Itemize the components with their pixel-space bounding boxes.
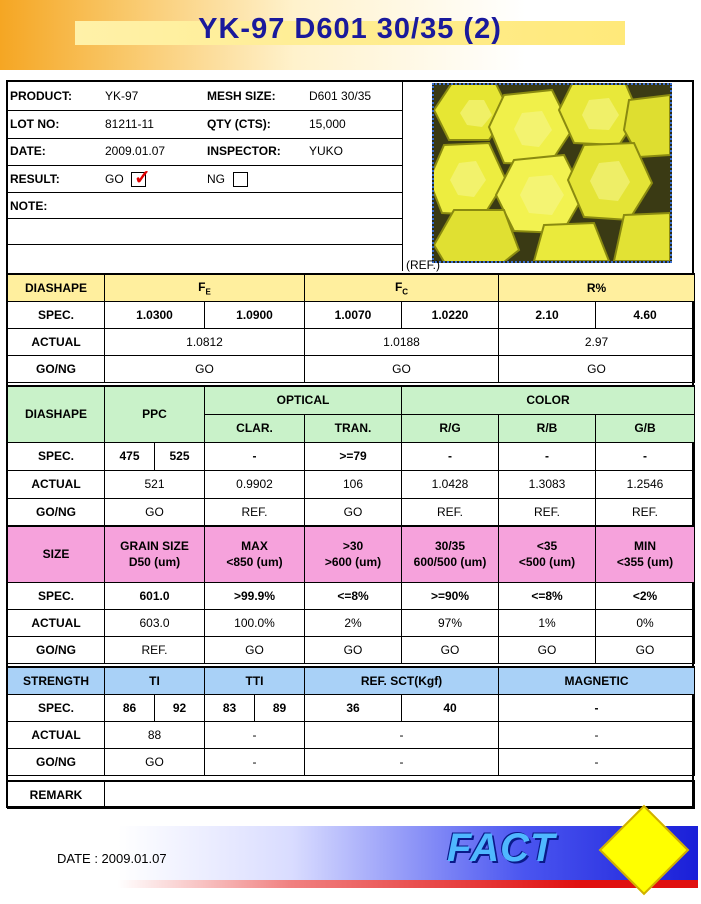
actual-cell: 100.0% [205,609,305,636]
spec-cell: 36 [305,694,402,721]
sct-header: REF. SCT(Kgf) [305,667,499,694]
inspector-value: YUKO [309,144,344,158]
gong-cell: GO [305,636,402,663]
tran-header: TRAN. [305,414,402,442]
spec-cell: 4.60 [596,301,695,328]
photo-caption: (REF.) [406,258,440,272]
row-label: SPEC. [8,442,105,470]
row-label: GO/NG [8,636,105,663]
qty-label: QTY (CTS): [207,117,271,131]
actual-cell: - [205,721,305,748]
gong-cell: GO [105,498,205,525]
spec-cell: <2% [596,582,695,609]
max-header: MAX <850 (um) [205,526,305,582]
page-title: YK-97 D601 30/35 (2) [198,13,502,45]
actual-cell: 0.9902 [205,470,305,498]
grain-size-header: GRAIN SIZE D50 (um) [105,526,205,582]
note-label: NOTE: [10,199,48,213]
remark-table [7,780,695,809]
divider [7,110,403,111]
30-35-header: 30/35 600/500 (um) [402,526,499,582]
spec-cell: 86 [105,694,155,721]
gong-cell: GO [305,498,402,525]
actual-cell: 603.0 [105,609,205,636]
row-label: GO/NG [8,498,105,525]
gong-cell: GO [596,636,695,663]
spec-cell: 2.10 [499,301,596,328]
divider [7,244,403,245]
spec-cell: - [499,694,695,721]
inspector-label: INSPECTOR: [207,144,281,158]
spec-cell: 1.0070 [305,301,402,328]
ppc-header: PPC [105,386,205,442]
remark-value [105,781,695,808]
gong-cell: GO [305,355,499,382]
actual-cell: 106 [305,470,402,498]
actual-cell: 0% [596,609,695,636]
spec-cell: 89 [255,694,305,721]
diashape2-header: DIASHAPE [8,386,105,442]
spec-cell: 83 [205,694,255,721]
gb-header: G/B [596,414,695,442]
mesh-size-label: MESH SIZE: [207,89,276,103]
strength-header: STRENGTH [8,667,105,694]
actual-cell: 1.0812 [105,328,305,355]
actual-cell: - [305,721,499,748]
spec-cell: 525 [155,442,205,470]
row-label: SPEC. [8,582,105,609]
divider [402,82,403,271]
spec-cell: 475 [105,442,155,470]
gong-cell: GO [499,355,695,382]
row-label: ACTUAL [8,609,105,636]
r-header: R% [499,274,695,301]
min-header: MIN <355 (um) [596,526,695,582]
result-label: RESULT: [10,172,60,186]
spec-cell: <=8% [499,582,596,609]
remark-label: REMARK [8,781,105,808]
spec-cell: 1.0300 [105,301,205,328]
crystal-photo [432,83,672,263]
spec-cell: - [596,442,695,470]
fact-logo: FACT [447,826,556,870]
actual-cell: 97% [402,609,499,636]
gong-cell: GO [402,636,499,663]
actual-cell: 521 [105,470,205,498]
gong-cell: GO [105,748,205,775]
rb-header: R/B [499,414,596,442]
row-label: ACTUAL [8,721,105,748]
date-label: DATE: [10,144,46,158]
gong-cell: - [205,748,305,775]
actual-cell: - [499,721,695,748]
product-label: PRODUCT: [10,89,72,103]
spec-cell: 92 [155,694,205,721]
divider [7,138,403,139]
row-label: ACTUAL [8,328,105,355]
over30-header: >30 >600 (um) [305,526,402,582]
spec-cell: <=8% [305,582,402,609]
product-value: YK-97 [105,89,139,103]
actual-cell: 1% [499,609,596,636]
actual-cell: 1.3083 [499,470,596,498]
spec-cell: 601.0 [105,582,205,609]
row-label: GO/NG [8,748,105,775]
footer-stripe [118,880,698,888]
go-label: GO [105,172,124,186]
gong-cell: - [305,748,499,775]
rg-header: R/G [402,414,499,442]
diashape-header: DIASHAPE [8,274,105,301]
divider [7,192,403,193]
magnetic-header: MAGNETIC [499,667,695,694]
ng-label: NG [207,172,225,186]
spec-cell: - [402,442,499,470]
size-table [7,525,695,664]
optical-header: OPTICAL [205,386,402,414]
spec-cell: 1.0900 [205,301,305,328]
actual-cell: 1.2546 [596,470,695,498]
tti-header: TTI [205,667,305,694]
spec-cell: - [499,442,596,470]
ti-header: TI [105,667,205,694]
lot-value: 81211-11 [105,117,154,131]
mesh-size-value: D601 30/35 [309,89,372,103]
divider [7,218,403,219]
ng-checkbox[interactable] [233,172,248,187]
color-header: COLOR [402,386,695,414]
actual-cell: 1.0428 [402,470,499,498]
gong-cell: GO [205,636,305,663]
spec-cell: >99.9% [205,582,305,609]
row-label: SPEC. [8,301,105,328]
qty-value: 15,000 [309,117,346,131]
spec-cell: >=79 [305,442,402,470]
spec-cell: 40 [402,694,499,721]
actual-cell: 88 [105,721,205,748]
gong-cell: REF. [402,498,499,525]
fc-header: $F_C$ [305,274,499,301]
lot-label: LOT NO: [10,117,60,131]
gong-cell: REF. [105,636,205,663]
divider [7,165,403,166]
gong-cell: REF. [205,498,305,525]
clar-header: CLAR. [205,414,305,442]
checkmark-icon: ✓ [134,167,151,189]
row-label: GO/NG [8,355,105,382]
strength-table [7,666,695,776]
footer-date: DATE : 2009.01.07 [57,851,167,866]
spec-cell: >=90% [402,582,499,609]
actual-cell: 2.97 [499,328,695,355]
gong-cell: REF. [596,498,695,525]
gong-cell: - [499,748,695,775]
spec-cell: 1.0220 [402,301,499,328]
under35-header: <35 <500 (um) [499,526,596,582]
date-value: 2009.01.07 [105,144,166,158]
spec-cell: - [205,442,305,470]
actual-cell: 2% [305,609,402,636]
diashape-table-1 [7,273,695,383]
gong-cell: REF. [499,498,596,525]
gong-cell: GO [499,636,596,663]
row-label: ACTUAL [8,470,105,498]
size-header: SIZE [8,526,105,582]
actual-cell: 1.0188 [305,328,499,355]
gong-cell: GO [105,355,305,382]
row-label: SPEC. [8,694,105,721]
diashape-table-2 [7,385,695,526]
info-block [7,82,403,271]
fe-header: $F_E$ [105,274,305,301]
